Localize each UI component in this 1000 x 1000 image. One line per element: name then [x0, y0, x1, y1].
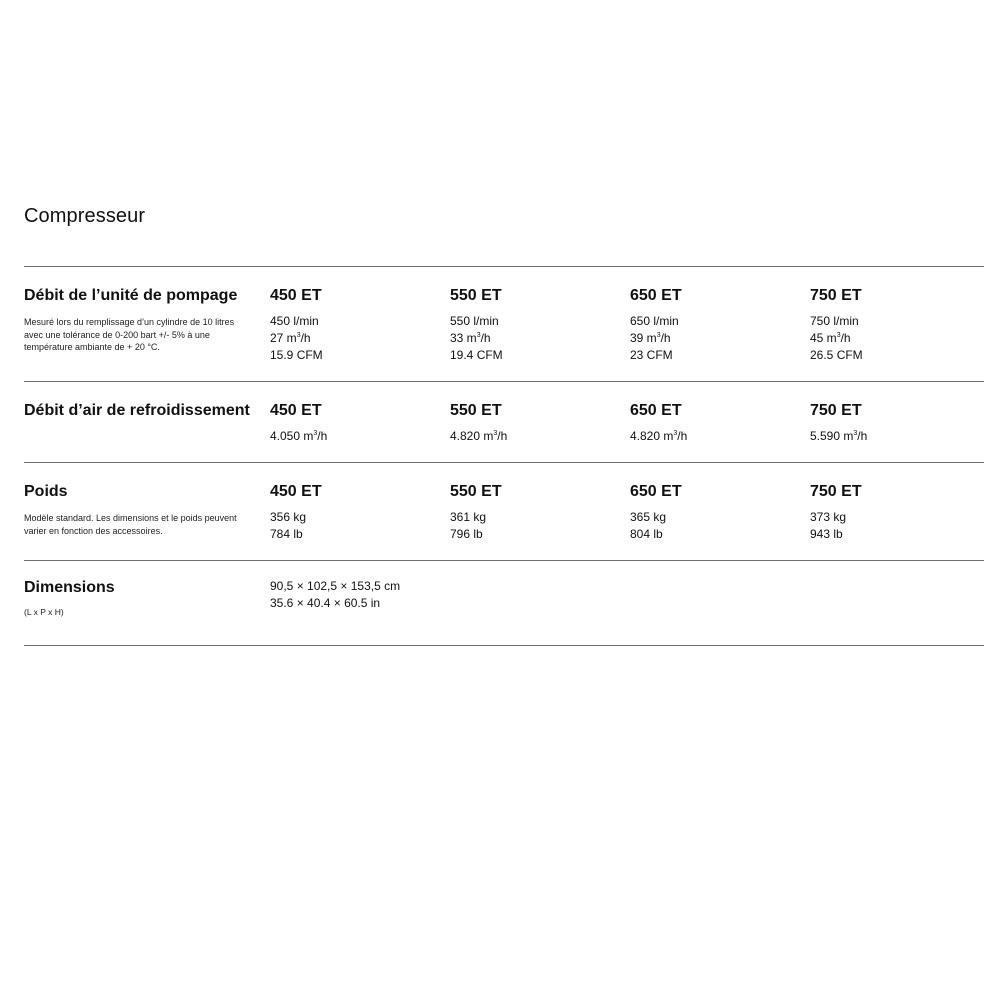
model-name: 750 ET: [810, 402, 862, 419]
model-values: [270, 428, 440, 445]
model-values: [450, 509, 620, 543]
row-label: Poids: [24, 483, 68, 500]
weight-kg: 356 kg: [270, 510, 307, 524]
model-name: 550 ET: [450, 402, 502, 419]
model-values: [630, 428, 800, 445]
spec-row-dimensions: [24, 561, 984, 646]
model-column-750et: [810, 287, 980, 364]
weight-kg: 365 kg: [630, 510, 667, 524]
row-note: (L x P x H): [24, 607, 64, 617]
model-name: 550 ET: [450, 483, 502, 500]
cooling-flow-m3h: 4.820 $m^3/h$: [630, 429, 688, 443]
model-values: [450, 428, 620, 445]
model-column-650et: [630, 402, 800, 445]
model-values: [810, 313, 980, 364]
model-column-550et: [450, 483, 620, 543]
model-name: 650 ET: [630, 402, 682, 419]
row-label-block: [24, 287, 264, 354]
flow-cfm: 19.4 CFM: [450, 348, 503, 362]
model-values: [270, 509, 440, 543]
flow-lmin: 550 l/min: [450, 314, 499, 328]
model-values: [450, 313, 620, 364]
row-label-block: [24, 402, 264, 420]
row-note: Modèle standard. Les dimensions et le poids peuvent varier en fonction des accessoires.: [24, 513, 237, 536]
flow-m3h: 45 $m^3/h$: [810, 331, 851, 345]
model-column-450et: [270, 483, 440, 543]
model-column-550et: [450, 287, 620, 364]
model-column-450et: [270, 287, 440, 364]
row-label-block: [24, 579, 264, 619]
flow-m3h: 27 $m^3/h$: [270, 331, 311, 345]
model-values: [810, 428, 980, 445]
model-name: 750 ET: [810, 483, 862, 500]
flow-cfm: 15.9 CFM: [270, 348, 323, 362]
model-name: 450 ET: [270, 402, 322, 419]
model-name: 450 ET: [270, 287, 322, 304]
model-values: [630, 509, 800, 543]
model-name: 550 ET: [450, 287, 502, 304]
spec-table: [24, 266, 984, 646]
model-values: [630, 313, 800, 364]
model-column-750et: [810, 402, 980, 445]
model-column-550et: [450, 402, 620, 445]
weight-lb: 784 lb: [270, 527, 303, 541]
spec-row-weight: [24, 463, 984, 561]
flow-m3h: 39 $m^3/h$: [630, 331, 671, 345]
row-note: Mesuré lors du remplissage d’un cylindre de 10 litres avec une tolérance de 0-200 bart +/- 5% à une température ambiante de + 20 °C.: [24, 317, 235, 352]
flow-m3h: 33 $m^3/h$: [450, 331, 491, 345]
flow-cfm: 23 CFM: [630, 348, 673, 362]
weight-kg: 361 kg: [450, 510, 487, 524]
model-name: 650 ET: [630, 287, 682, 304]
dimensions-cm: 90,5 × 102,5 × 153,5 cm: [270, 579, 401, 593]
row-label: Débit de l’unité de pompage: [24, 287, 238, 304]
dimensions-values: [270, 578, 400, 612]
model-column-650et: [630, 287, 800, 364]
weight-lb: 796 lb: [450, 527, 483, 541]
row-label: Dimensions: [24, 579, 115, 596]
flow-lmin: 650 l/min: [630, 314, 679, 328]
model-column-450et: [270, 402, 440, 445]
weight-kg: 373 kg: [810, 510, 847, 524]
flow-lmin: 750 l/min: [810, 314, 859, 328]
row-label-block: [24, 483, 264, 537]
flow-cfm: 26.5 CFM: [810, 348, 863, 362]
model-values: [810, 509, 980, 543]
flow-lmin: 450 l/min: [270, 314, 319, 328]
cooling-flow-m3h: 4.820 $m^3/h$: [450, 429, 508, 443]
model-values: [270, 313, 440, 364]
section-title: Compresseur: [24, 205, 146, 227]
model-name: 450 ET: [270, 483, 322, 500]
spec-row-cooling-air-flow: [24, 382, 984, 463]
model-column-750et: [810, 483, 980, 543]
spec-row-pump-flow: [24, 267, 984, 382]
model-name: 750 ET: [810, 287, 862, 304]
weight-lb: 943 lb: [810, 527, 843, 541]
dimensions-in: 35.6 × 40.4 × 60.5 in: [270, 596, 381, 610]
weight-lb: 804 lb: [630, 527, 663, 541]
model-column-650et: [630, 483, 800, 543]
row-label: Débit d’air de refroidissement: [24, 402, 250, 419]
model-name: 650 ET: [630, 483, 682, 500]
cooling-flow-m3h: 5.590 $m^3/h$: [810, 429, 868, 443]
cooling-flow-m3h: 4.050 $m^3/h$: [270, 429, 328, 443]
